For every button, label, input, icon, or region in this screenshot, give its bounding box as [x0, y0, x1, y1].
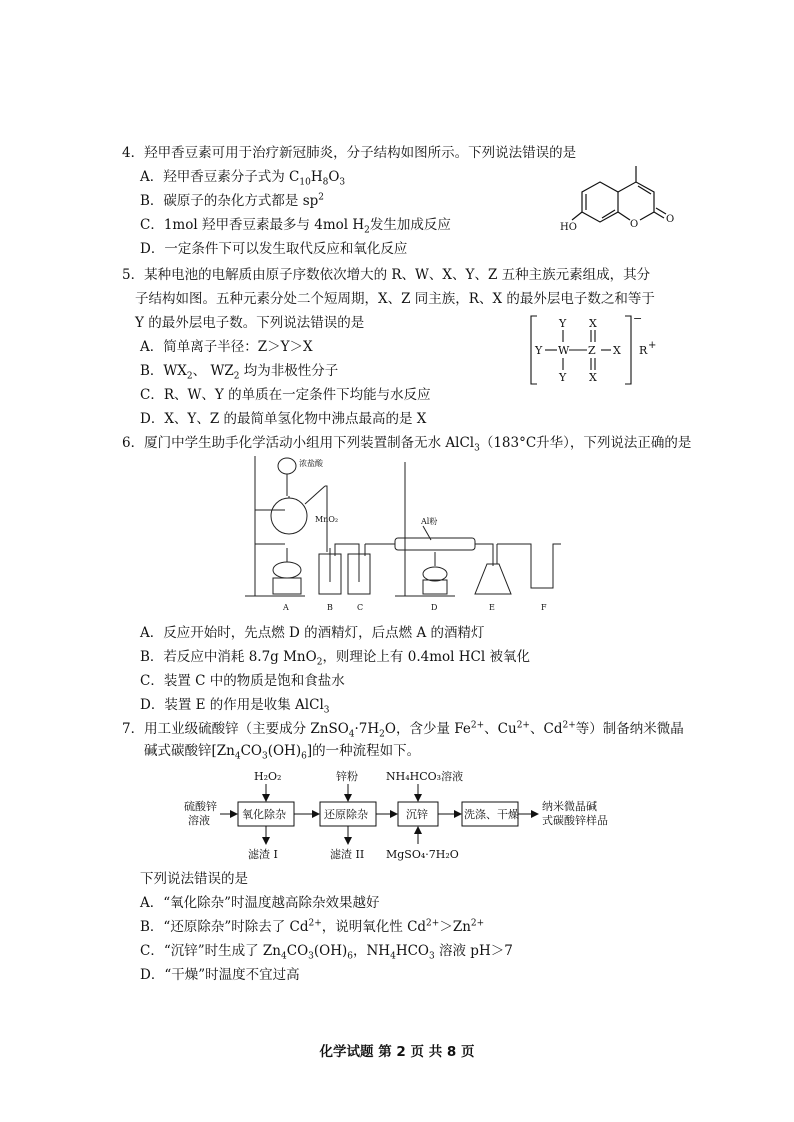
flow-mgso4: MgSO₄·7H₂O [386, 848, 459, 861]
flow-end-line1: 纳米微晶碱 [542, 800, 597, 813]
q5-stem-line1: 5．某种电池的电解质由原子序数依次增大的 R、W、X、Y、Z 五种主族元素组成，其分 [122, 267, 651, 283]
process-flowchart [180, 766, 630, 862]
flow-start-line2: 溶液 [188, 814, 210, 827]
q7-stem-line1: 7．用工业级硫酸锌（主要成分 $ZnSO_4\cdot 7H_2O$，含少量 $Fe^{2+}$、$Cu^{2+}$、$Cd^{2+}$等）制备纳米微晶 [122, 720, 684, 740]
svg-text:X: X [613, 344, 621, 357]
ho-label: HO [560, 222, 577, 233]
svg-text:Y: Y [559, 371, 567, 384]
q7-option-a: A．“氧化除杂”时温度越高除杂效果越好 [140, 895, 380, 911]
ion-structure [525, 312, 690, 390]
q7-prompt: 下列说法错误的是 [140, 871, 248, 887]
svg-text:X: X [589, 317, 597, 330]
q6-option-a: A．反应开始时，先点燃 D 的酒精灯，后点燃 A 的酒精灯 [140, 625, 485, 641]
q4-option-c: C．1mol 羟甲香豆素最多与 4mol $H_2$发生加成反应 [140, 217, 451, 236]
carbonyl-o-label: O [666, 214, 675, 225]
apparatus-label-d: D [431, 603, 438, 612]
apparatus-label-e: E [489, 603, 495, 612]
q5-stem-line3: Y 的最外层电子数。下列说法错误的是 [135, 315, 365, 331]
ring-o-label: O [630, 219, 639, 230]
svg-text:−: − [633, 312, 643, 325]
apparatus-label-b: B [327, 603, 333, 612]
q4-stem: 4．羟甲香豆素可用于治疗新冠肺炎，分子结构如图所示。下列说法错误的是 [122, 145, 577, 161]
flow-box-precipitate: 沉锌 [406, 808, 428, 821]
q6-option-c: C．装置 C 中的物质是饱和食盐水 [140, 673, 345, 689]
q7-stem-line2: 碱式碳酸锌$[Zn_4CO_3(OH)_6]$的一种流程如下。 [144, 743, 421, 762]
page-footer: 化学试题 第 2 页 共 8 页 [319, 1044, 475, 1060]
flow-start-line1: 硫酸锌 [184, 800, 217, 813]
flow-nh4hco3: NH₄HCO₃溶液 [386, 770, 464, 783]
flow-waste-2: 滤渣 II [330, 848, 365, 861]
q6-stem: 6．厦门中学生助手化学活动小组用下列装置制备无水 AlCl$_3$（183°C升华），下列说法正确的是 [122, 435, 692, 454]
svg-text:Z: Z [588, 344, 596, 357]
q6-option-b: B．若反应中消耗 8.7g MnO$_2$，则理论上有 0.4mol HCl 被氧化 [140, 649, 530, 668]
q5-option-a: A．简单离子半径：Z＞Y＞X [140, 339, 313, 355]
q7-option-d: D．“干燥”时温度不宜过高 [140, 967, 300, 983]
q5-option-b: B．$WX_2$、 $WZ_2$ 均为非极性分子 [140, 363, 339, 382]
flow-box-reduction: 还原除杂 [324, 808, 368, 821]
q4-option-d: D．一定条件下可以发生取代反应和氧化反应 [140, 241, 408, 257]
coumarin-structure [560, 160, 680, 240]
apparatus-label-f: F [541, 603, 547, 612]
flow-box-wash-dry: 洗涤、干燥 [464, 808, 519, 821]
q4-option-a: A．羟甲香豆素分子式为 $C_{10}H_8O_3$ [140, 169, 346, 188]
mno2-label: MnO₂ [315, 515, 339, 524]
q7-option-c: C．“沉锌”时生成了 $Zn_4CO_3(OH)_6$，$NH_4HCO_3$ 溶液 pH＞7 [140, 943, 513, 962]
q5-option-c: C．R、W、Y 的单质在一定条件下均能与水反应 [140, 387, 431, 403]
svg-text:+: + [648, 340, 657, 351]
flow-end-line2: 式碳酸锌样品 [542, 814, 608, 827]
flow-waste-1: 滤渣 I [248, 848, 278, 861]
hcl-label: 浓盐酸 [299, 459, 323, 468]
apparatus-label-c: C [357, 603, 364, 612]
svg-text:W: W [558, 344, 570, 357]
apparatus-diagram [235, 452, 595, 614]
q5-stem-line2: 子结构如图。五种元素分处二个短周期，X、Z 同主族，R、X 的最外层电子数之和等于 [135, 291, 655, 307]
q7-option-b: B．“还原除杂”时除去了 $Cd^{2+}$，说明氧化性 $Cd^{2+}>Zn^{2+}$ [140, 918, 485, 935]
svg-text:Y: Y [535, 344, 543, 357]
al-label: Al粉 [421, 517, 438, 526]
svg-text:X: X [589, 371, 597, 384]
q4-option-b: B．碳原子的杂化方式都是 $sp^2$ [140, 192, 325, 209]
svg-text:R: R [639, 344, 648, 357]
svg-text:Y: Y [559, 317, 567, 330]
apparatus-label-a: A [283, 603, 289, 612]
flow-zinc-powder: 锌粉 [336, 770, 358, 783]
q6-option-d: D．装置 E 的作用是收集 AlCl$_3$ [140, 697, 330, 716]
flow-box-oxidation: 氧化除杂 [242, 808, 286, 821]
flow-h2o2: H₂O₂ [254, 770, 282, 783]
q5-option-d: D．X、Y、Z 的最简单氢化物中沸点最高的是 X [140, 411, 427, 427]
